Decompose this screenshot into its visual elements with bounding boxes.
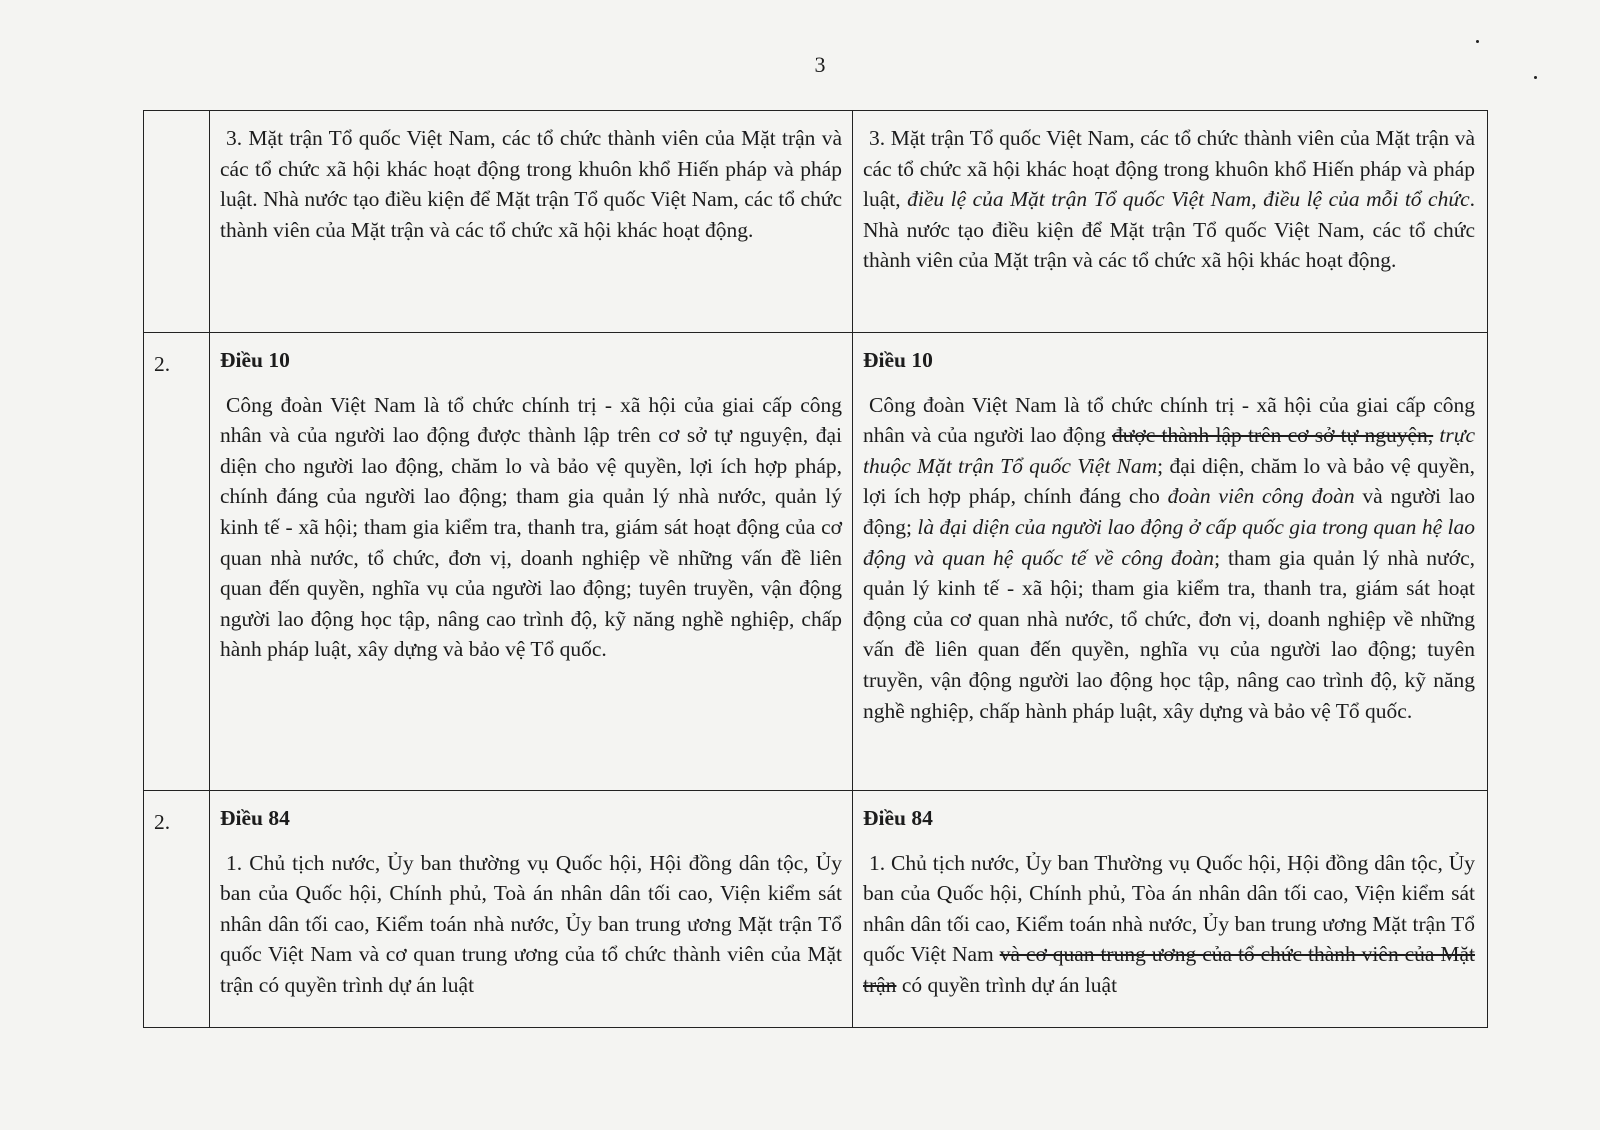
current-text-cell — [210, 333, 853, 791]
article-title: Điều 84 — [220, 806, 290, 830]
scan-speck — [1534, 76, 1537, 79]
current-text-cell — [210, 791, 853, 1028]
row-number: 2. — [154, 352, 171, 376]
deleted-text: được thành lập trên cơ sở tự nguyện, — [1111, 423, 1434, 448]
proposed-text: Công đoàn Việt Nam là tổ chức chính trị - xã hội của giai cấp công nhân và của người lao động được thành lập trên cơ sở tự nguyện, trực thuộc Mặt trận Tổ quốc Việt Nam; đại diện, chăm lo và bảo vệ quyền, lợi ích hợp pháp, chính đáng cho đoàn viên công đoàn và người lao động; là đại diện của người lao động ở cấp quốc gia trong quan hệ lao động và quan hệ quốc tế về công đoàn; tham gia quản lý nhà nước, quản lý kinh tế - xã hội; tham gia kiểm tra, thanh tra, giám sát hoạt động của cơ quan nhà nước, tổ chức, đơn vị, doanh nghiệp về những vấn đề liên quan đến quyền, nghĩa vụ của người lao động; tuyên truyền, vận động người lao động học tập, nâng cao trình độ, kỹ năng nghề nghiệp, chấp hành pháp luật, xây dựng và bảo vệ Tổ quốc. — [863, 392, 1476, 723]
scan-speck — [1476, 40, 1479, 43]
current-text-cell — [210, 111, 853, 333]
proposed-text: 1. Chủ tịch nước, Ủy ban Thường vụ Quốc hội, Hội đồng dân tộc, Ủy ban của Quốc hội, Chính phủ, Tòa án nhân dân tối cao, Viện kiểm sát nhân dân tối cao, Kiểm toán nhà nước, Ủy ban trung ương Mặt trận Tổ quốc Việt Nam và cơ quan trung ương của tổ chức thành viên của Mặt trận có quyền trình dự án luật — [863, 850, 1476, 997]
current-text: Công đoàn Việt Nam là tổ chức chính trị - xã hội của giai cấp công nhân và của người lao động được thành lập trên cơ sở tự nguyện, đại diện cho người lao động, chăm lo và bảo vệ quyền, lợi ích hợp pháp, chính đáng của người lao động; tham gia quản lý nhà nước, quản lý kinh tế - xã hội; tham gia kiểm tra, thanh tra, giám sát hoạt động của cơ quan nhà nước, tổ chức, đơn vị, doanh nghiệp về những vấn đề liên quan đến quyền, nghĩa vụ của người lao động; tuyên truyền, vận động người lao động học tập, nâng cao trình độ, kỹ năng nghề nghiệp, chấp hành pháp luật, xây dựng và bảo vệ Tổ quốc. — [220, 392, 842, 662]
row-number-cell — [144, 333, 210, 791]
page-number: 3 — [814, 52, 826, 77]
proposed-text: 3. Mặt trận Tổ quốc Việt Nam, các tổ chức thành viên của Mặt trận và các tổ chức xã hội khác hoạt động trong khuôn khổ Hiến pháp và pháp luật, điều lệ của Mặt trận Tổ quốc Việt Nam, điều lệ của mỗi tổ chức. Nhà nước tạo điều kiện để Mặt trận Tổ quốc Việt Nam, các tổ chức thành viên của Mặt trận và các tổ chức xã hội khác hoạt động. — [863, 126, 1475, 273]
article-title: Điều 84 — [863, 806, 933, 830]
article-title: Điều 10 — [863, 348, 933, 372]
table-row — [144, 333, 1488, 791]
inserted-text: đoàn viên công đoàn — [1167, 484, 1355, 509]
row-number: 2. — [154, 810, 171, 834]
current-text: 3. Mặt trận Tổ quốc Việt Nam, các tổ chức thành viên của Mặt trận và các tổ chức xã hội khác hoạt động trong khuôn khổ Hiến pháp và pháp luật. Nhà nước tạo điều kiện để Mặt trận Tổ quốc Việt Nam, các tổ chức thành viên của Mặt trận và các tổ chức xã hội khác hoạt động. — [220, 126, 842, 242]
row-number-cell — [144, 791, 210, 1028]
proposed-text-cell — [853, 333, 1488, 791]
proposed-text-cell — [853, 111, 1488, 333]
inserted-text: là đại diện của người lao động ở cấp quốc gia trong quan hệ lao động và quan hệ quốc tế về công đoàn — [863, 514, 1475, 570]
proposed-text-cell — [853, 791, 1488, 1028]
current-text: 1. Chủ tịch nước, Ủy ban thường vụ Quốc hội, Hội đồng dân tộc, Ủy ban của Quốc hội, Chính phủ, Toà án nhân dân tối cao, Viện kiểm sát nhân dân tối cao, Kiểm toán nhà nước, Ủy ban trung ương Mặt trận Tổ quốc Việt Nam và cơ quan trung ương của tổ chức thành viên của Mặt trận có quyền trình dự án luật — [220, 850, 842, 997]
table-row — [144, 791, 1488, 1028]
row-number-cell — [144, 111, 210, 333]
comparison-table — [143, 110, 1488, 1028]
table-row — [144, 111, 1488, 333]
deleted-text: và cơ quan trung ương của tổ chức thành viên của Mặt trận — [863, 942, 1476, 997]
article-title: Điều 10 — [220, 348, 290, 372]
row-number — [144, 111, 209, 127]
inserted-text: trực thuộc Mặt trận Tổ quốc Việt Nam — [863, 423, 1476, 478]
